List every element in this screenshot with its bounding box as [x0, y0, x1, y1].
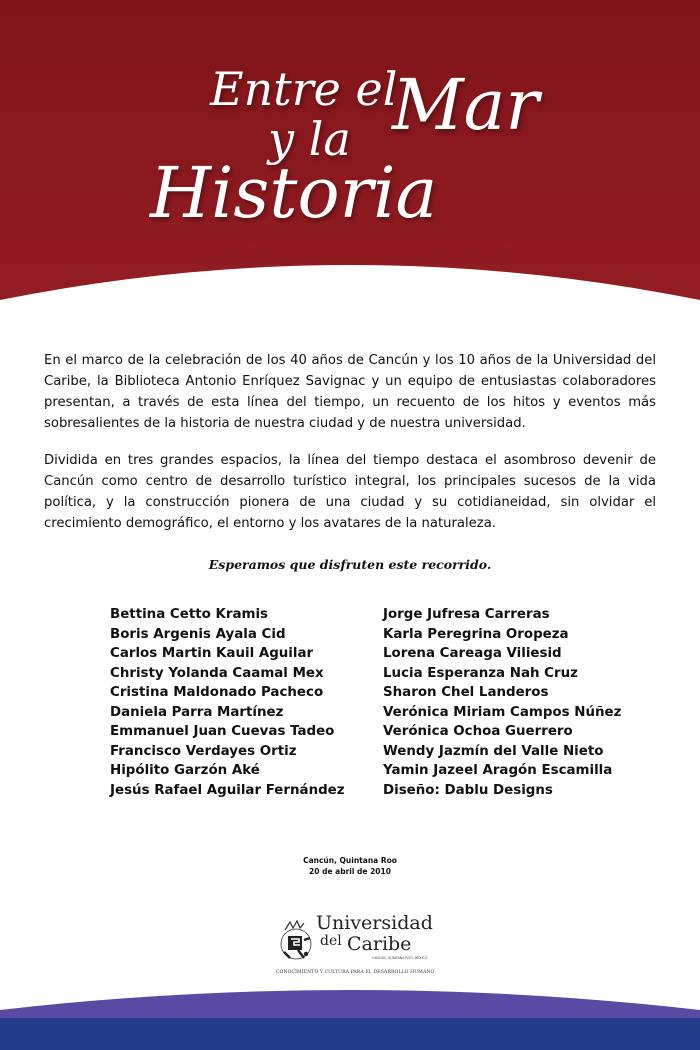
logo-subtitle: CANCÚN, QUINTANA ROO, MÉXICO	[372, 956, 428, 960]
logo-tagline: CONOCIMIENTO Y CULTURA PARA EL DESARROLLO HUMANO	[276, 970, 435, 975]
logo-word-caribe: Caribe	[347, 933, 412, 955]
credit-name: Wendy Jazmín del Valle Nieto	[383, 743, 604, 759]
university-logo	[276, 912, 435, 978]
credit-name: Cristina Maldonado Pacheco	[110, 685, 324, 700]
intro-text	[44, 350, 656, 550]
credit-name: Carlos Martin Kauil Aguilar	[110, 646, 314, 661]
logo-word-del: del	[320, 933, 342, 949]
title-historia: Historia	[150, 152, 438, 234]
credit-name: Emmanuel Juan Cuevas Tadeo	[110, 724, 335, 739]
title-mar: Mar	[392, 64, 539, 146]
mayan-glyph-icon	[276, 916, 316, 968]
title-entre-el: Entre el	[210, 62, 398, 116]
credit-name: Boris Argenis Ayala Cid	[110, 626, 286, 642]
credit-name: Lucia Esperanza Nah Cruz	[383, 665, 578, 681]
credits-right-column	[383, 605, 621, 800]
credit-name: Daniela Parra Martínez	[110, 704, 284, 720]
intro-paragraph-2: Dividida en tres grandes espacios, la línea del tiempo destaca el asombroso devenir de Cancún como centro de desarrollo turístico integral, los principales sucesos de la vida política, y la construcción pionera de una ciudad y su cotidianeidad, sin olvidar el crecimiento demográfico, el entorno y los avatares de la naturaleza.	[44, 453, 656, 531]
credit-name: Verónica Ochoa Guerrero	[383, 724, 573, 739]
credit-name: Jorge Jufresa Carreras	[383, 607, 550, 622]
intro-paragraph-1: En el marco de la celebración de los 40 años de Cancún y los 10 años de la Universidad del Caribe, la Biblioteca Antonio Enríquez Savignac y un equipo de entusiastas colaboradores presentan, a través de esta línea del tiempo, un recuento de los hitos y eventos más sobresalientes de la historia de nuestra ciudad y de nuestra universidad.	[44, 353, 656, 431]
logo-word-universidad: Universidad	[316, 912, 433, 934]
closing-line: Esperamos que disfruten este recorrido.	[208, 557, 492, 572]
place-date-text: 20 de abril de 2010	[309, 867, 391, 876]
footer-band	[0, 980, 700, 1050]
place-city: Cancún, Quintana Roo	[303, 856, 397, 865]
credit-name: Verónica Miriam Campos Núñez	[383, 704, 622, 720]
credits-left-column	[110, 605, 345, 800]
credit-name: Jesús Rafael Aguilar Fernández	[110, 782, 345, 798]
credit-design: Diseño: Dablu Designs	[383, 782, 553, 798]
credit-name: Christy Yolanda Caamal Mex	[110, 665, 324, 681]
credit-name: Sharon Chel Landeros	[383, 685, 549, 700]
credit-name: Yamin Jazeel Aragón Escamilla	[383, 763, 613, 778]
title-y-la: y la	[268, 112, 351, 166]
place-date	[0, 855, 700, 877]
credit-name: Karla Peregrina Oropeza	[383, 626, 569, 642]
credit-name: Francisco Verdayes Ortiz	[110, 743, 297, 759]
credit-name: Hipólito Garzón Aké	[110, 763, 260, 778]
credit-name: Bettina Cetto Kramis	[110, 607, 269, 622]
credit-name: Lorena Careaga Viliesid	[383, 646, 562, 661]
